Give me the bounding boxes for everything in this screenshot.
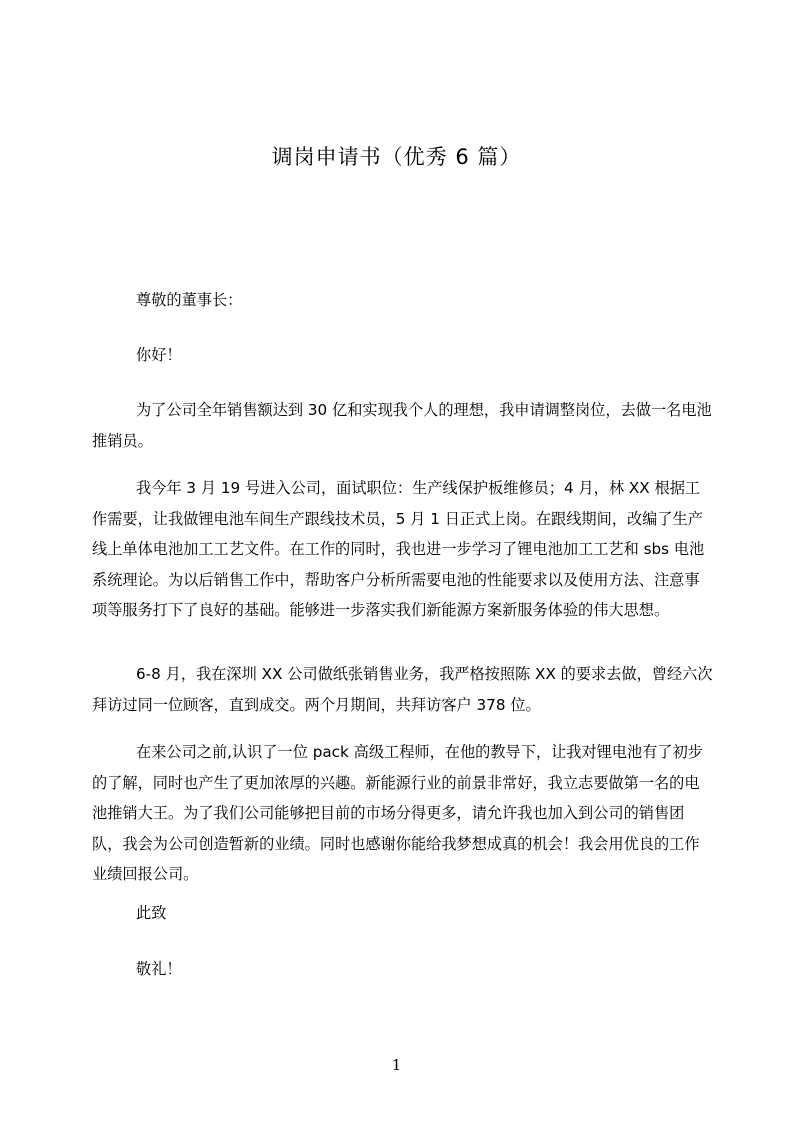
paragraph-4: 在来公司之前,认识了一位 pack 高级工程师，在他的教导下，让我对锂电池有了初步的了解，同时也产生了更加浓厚的兴趣。新能源行业的前景非常好，我立志要做第一名的电池推销大王。为了我们公司能够把目前的市场分得更多，请允许我也加入到公司的销售团队，我会为公司创造暂新的业绩。同时也感谢你能给我梦想成真的机会！我会用优良的工作业绩回报公司。 bbox=[92, 743, 703, 883]
closing-regards: 此致 bbox=[136, 904, 167, 922]
greeting: 尊敬的董事长： bbox=[136, 291, 243, 309]
paragraph-2: 我今年 3 月 19 号进入公司，面试职位：生产线保护板维修员；4 月，林 XX 根据工作需要，让我做锂电池车间生产跟线技术员，5 月 1 日正式上岗。在跟线期间，改编了生产线上单体电池加工工艺文件。在工作的同时，我也进一步学习了锂电池加工工艺和 sbs 电池系统理论。为以后销售工作中，帮助客户分析所需要电池的性能要求以及使用方法、注意事项等服务打下了良好的基础。能够进一步落实我们新能源方案新服务体验的伟大思想。 bbox=[92, 479, 705, 619]
page-number: 1 bbox=[391, 1056, 402, 1074]
closing-salute: 敬礼！ bbox=[136, 960, 182, 978]
hello-line: 你好！ bbox=[136, 346, 182, 364]
paragraph-3: 6-8 月，我在深圳 XX 公司做纸张销售业务，我严格按照陈 XX 的要求去做，曾经六次拜访过同一位顾客，直到成交。两个月期间，共拜访客户 378 位。 bbox=[92, 665, 713, 714]
document-title: 调岗申请书（优秀 6 篇） bbox=[271, 145, 522, 169]
paragraph-1: 为了公司全年销售额达到 30 亿和实现我个人的理想，我申请调整岗位，去做一名电池推销员。 bbox=[92, 401, 712, 450]
